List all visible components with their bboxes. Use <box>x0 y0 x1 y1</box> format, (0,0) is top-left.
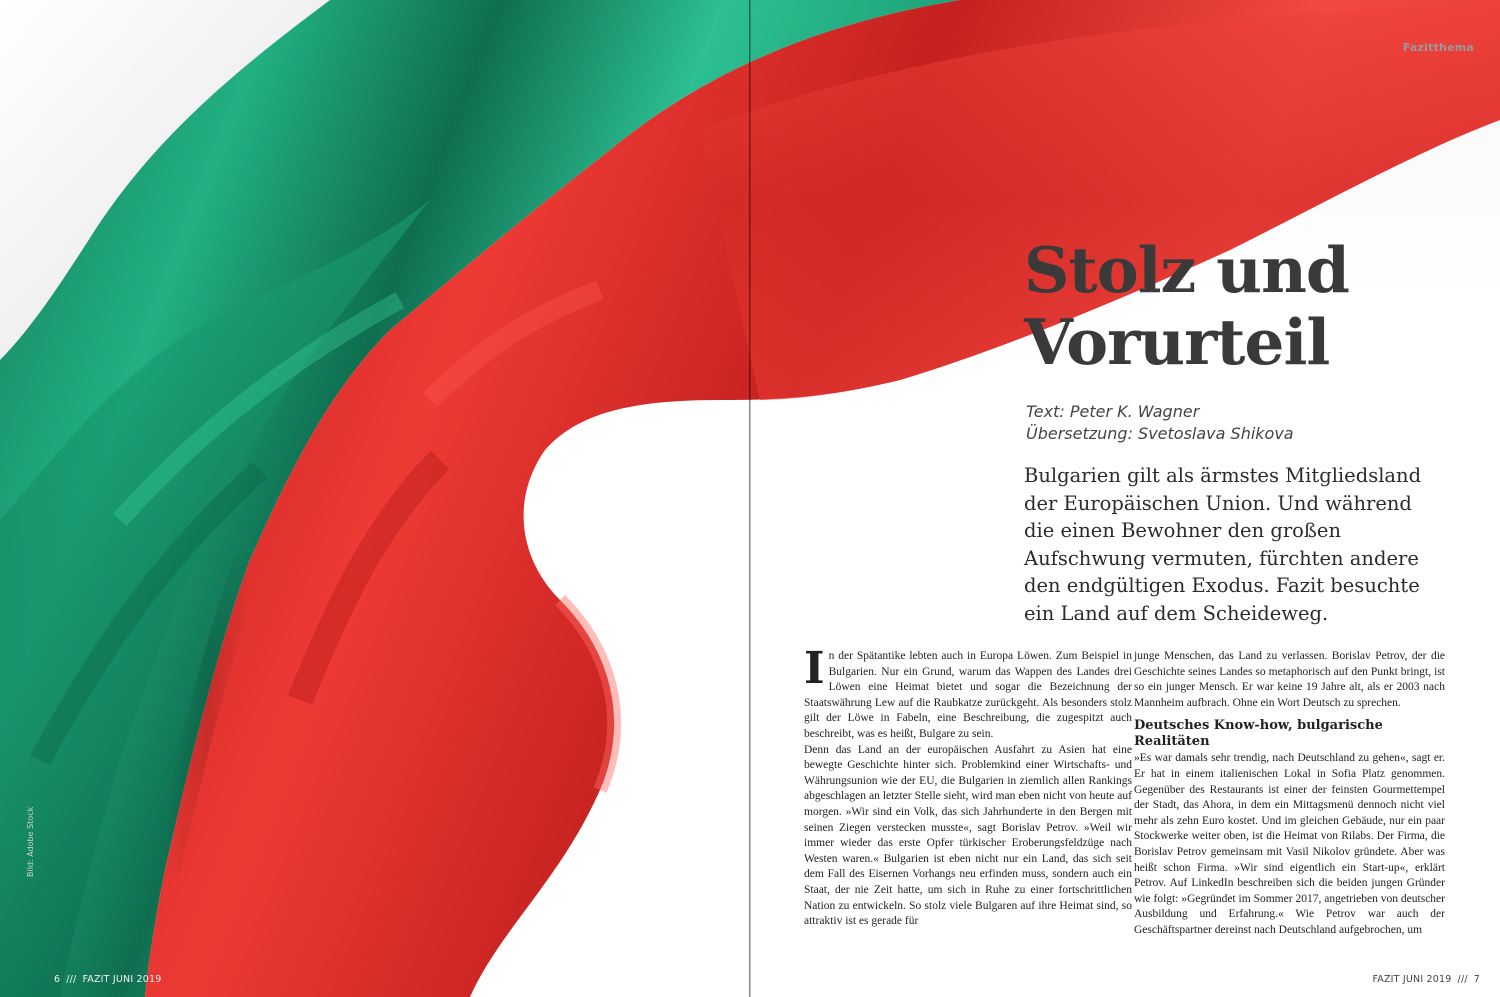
issue-label: FAZIT JUNI 2019 <box>1372 974 1452 985</box>
teaser-line: ein Land auf dem Scheideweg. <box>1024 601 1329 625</box>
author-credits <box>1026 401 1294 445</box>
folio-separator: /// <box>66 974 77 985</box>
author-credit: Text: Peter K. Wagner <box>1026 402 1200 421</box>
folio-right <box>1372 974 1480 985</box>
teaser-line: die einen Bewohner den großen <box>1024 519 1342 542</box>
folio-left <box>54 974 162 985</box>
page-number: 7 <box>1473 974 1480 985</box>
teaser-lead <box>1024 462 1444 627</box>
paragraph-text: n der Spätantike lebten auch in Europa Löwen. Zum Beispiel in Bulgarien. Nur ein Grund, warum das Wappen des Landes drei Löwen eine Heimat bietet und sogar die Bezeichnung der Staatswährung Lew auf die Raubkatze zurückgeht. Als besonders stolz gilt der Löwe in Fabeln, eine Beschreibung, die zugespitzt auch beschreibt, was es heißt, Bulgare zu sein. <box>804 650 1132 740</box>
photo-credit: Bild: Adobe Stock <box>26 806 35 877</box>
body-paragraph: junge Menschen, das Land zu verlassen. Borislav Petrov, der die Geschichte seines Landes so metaphorisch auf den Punkt bringt, ist so ein junger Mensch. Er war keine 19 Jahre alt, als er 2003 nach Mannheim aufbrach. Ohne ein Wort Deutsch zu sprechen. <box>1134 650 1445 709</box>
title-line-2: Vorurteil <box>1024 305 1330 379</box>
title-line-1: Stolz und <box>1024 233 1349 307</box>
page-gutter <box>749 0 751 997</box>
article-title <box>1024 234 1349 378</box>
issue-label: FAZIT JUNI 2019 <box>82 974 162 985</box>
section-subhead: Deutsches Know-how, bulgarische Realitäten <box>1134 718 1383 750</box>
teaser-line: der Europäischen Union. Und während <box>1024 491 1412 515</box>
teaser-line: Bulgarien gilt als ärmstes Mitgliedsland <box>1024 464 1422 487</box>
section-tag: Fazitthema <box>1402 41 1474 54</box>
translator-credit: Übersetzung: Svetoslava Shikova <box>1026 424 1294 443</box>
drop-cap: I <box>804 643 825 694</box>
body-paragraph: »Es war damals sehr trendig, nach Deutschland zu gehen«, sagt er. Er hat in einem italienischen Lokal in Sofia Platz genommen. Gegenüber des Restaurants ist einer der feinsten Gourmettempel der Stadt, das Ahora, in dem ein Mittagsmenü dennoch nicht viel mehr als zehn Euro kostet. Und im gleichen Gebäude, nur ein paar Stockwerke weiter oben, ist die Heimat von Rilabs. Der Firma, die Borislav Petrov gemeinsam mit Vasil Nikolov gründete. Aber was heißt schon Firma. »Wir sind eigentlich ein Start-up«, erklärt Petrov. Auf LinkedIn beschreiben sich die beiden jungen Gründer wie folgt: »Gegründet im Sommer 2017, angetrieben von deutscher Ausbildung und Erfahrung.« Wie Petrov war auch der Geschäftspartner dereinst nach Deutschland aufgebrochen, um <box>1134 752 1445 936</box>
teaser-line: Aufschwung vermuten, fürchten andere <box>1024 546 1419 570</box>
page-number: 6 <box>54 974 61 985</box>
body-paragraph: Denn das Land an der europäischen Ausfahrt zu Asien hat eine bewegte Geschichte hinter sich. Problemkind einer Wirtschafts- und Währungsunion wie der EU, die Bulgarien in ziemlich allen Rankings abgeschlagen an letzter Stelle sieht, wird man eben nicht von heute auf morgen. »Wir sind ein Volk, das sich Jahrhunderte in den Bergen mit seinen Ziegen verstecken musste«, sagt Borislav Petrov. »Weil wir immer wieder das erste Opfer türkischer Eroberungsfeldzüge nach Westen waren.« Bulgarien ist eben nicht nur ein Land, das sich seit dem Fall des Eisernen Vorhangs neu erfinden muss, sondern auch ein Staat, der nie Zeit hatte, um sich in Ruhe zu einer fortschrittlichen Nation zu entwickeln. So stolz viele Bulgaren auf ihre Heimat sind, so attraktiv ist es gerade für <box>804 743 1132 928</box>
folio-separator: /// <box>1457 974 1468 985</box>
body-column-2 <box>1134 649 1445 939</box>
body-paragraph <box>804 643 1132 743</box>
body-column-1 <box>804 643 1132 930</box>
teaser-line: den endgültigen Exodus. Fazit besuchte <box>1024 574 1420 597</box>
